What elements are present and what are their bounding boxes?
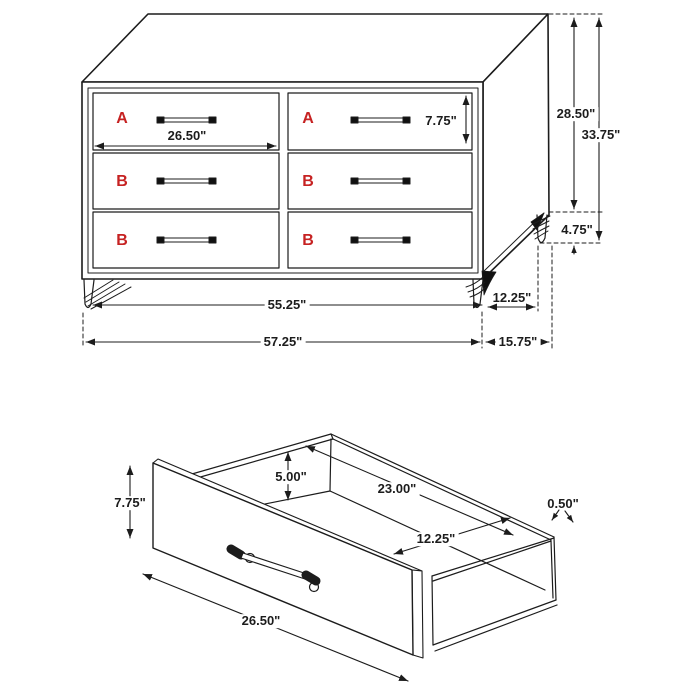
- dim-interior-depth: 12.25": [414, 532, 459, 546]
- dim-total-depth: 15.75": [496, 335, 541, 349]
- drawer-label-b4: B: [302, 232, 314, 249]
- dresser-cabinet: [82, 14, 550, 309]
- dim-front-width: 26.50": [239, 614, 284, 628]
- dim-interior-height: 5.00": [272, 470, 309, 484]
- drawer-label-a1: A: [116, 110, 128, 127]
- dim-total-height: 33.75": [579, 128, 624, 142]
- dim-front-leg-span: 55.25": [265, 298, 310, 312]
- dim-total-width: 57.25": [261, 335, 306, 349]
- dim-drawer-width: 26.50": [167, 128, 207, 144]
- dim-front-panel-thickness: 0.50": [547, 496, 579, 512]
- dim-side-leg-span: 12.25": [492, 290, 532, 306]
- dim-front-height: 7.75": [111, 496, 148, 510]
- dim-leg-height: 4.75": [558, 223, 595, 237]
- dim-interior-length: 23.00": [375, 482, 420, 496]
- dim-body-height: 28.50": [554, 107, 599, 121]
- bottom-view-drawer: [130, 434, 573, 681]
- drawer-label-a2: A: [302, 110, 314, 127]
- drawer-label-b2: B: [302, 173, 314, 190]
- drawer-label-b1: B: [116, 173, 128, 190]
- dim-drawer-front-height: 7.75": [425, 113, 457, 129]
- drawer-label-b3: B: [116, 232, 128, 249]
